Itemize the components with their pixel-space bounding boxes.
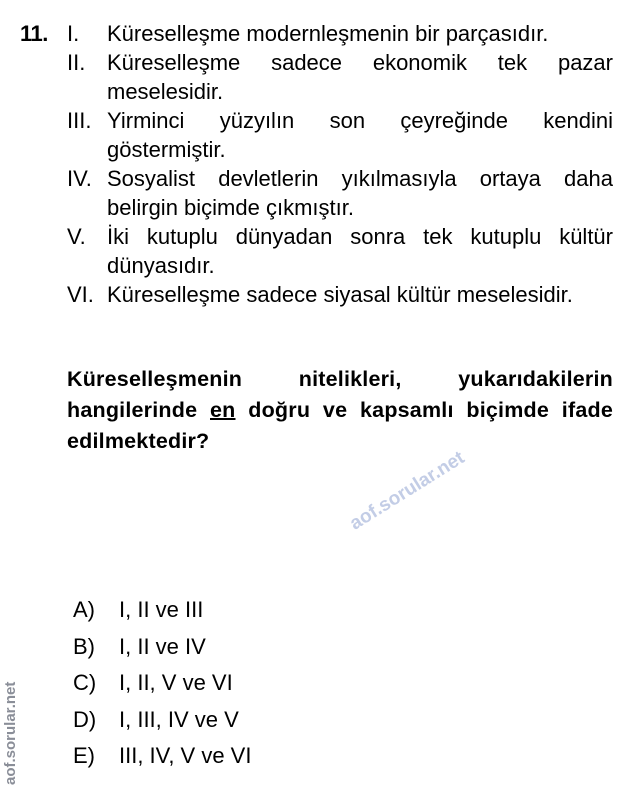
option-letter: E) (73, 743, 95, 768)
statement-text: Küreselleşme sadece siyasal kültür meselesidir. (107, 282, 573, 307)
statement-text: Küreselleşme sadece ekonomik tek pazar meselesidir. (107, 50, 613, 104)
stem-text-before: Küreselleşmenin nitelikleri, yukarıdakilerin hangilerinde (67, 367, 613, 422)
watermark-side: aof.sorular.net (2, 681, 19, 785)
stem-emphasis: en (210, 398, 236, 422)
statement-numeral: III. (67, 108, 92, 133)
statement-item (67, 48, 613, 106)
statement-item (67, 222, 613, 280)
option-letter: C) (73, 670, 97, 695)
option-text: I, III, IV ve V (119, 706, 239, 732)
statement-item (67, 164, 613, 222)
option-text: I, II ve III (119, 597, 204, 622)
option-text: III, IV, V ve VI (119, 743, 252, 768)
option-text: I, II, V ve VI (119, 670, 233, 695)
option-a[interactable] (73, 592, 251, 629)
statement-list (67, 19, 613, 309)
statement-numeral: V. (67, 224, 86, 249)
answer-options (73, 592, 251, 775)
option-letter: B) (73, 633, 95, 659)
statement-item (67, 106, 613, 164)
question-stem (67, 364, 613, 457)
option-e[interactable] (73, 738, 251, 775)
option-letter: A) (73, 597, 95, 622)
statement-text: Yirminci yüzyılın son çeyreğinde kendini göstermiştir. (107, 108, 613, 162)
watermark-center: aof.sorular.net (346, 447, 469, 535)
option-letter: D) (73, 706, 97, 732)
statement-numeral: IV. (67, 166, 92, 191)
question-number: 11. (20, 21, 48, 46)
statement-numeral: II. (67, 50, 86, 75)
option-text: I, II ve IV (119, 633, 206, 659)
statement-numeral: VI. (67, 282, 94, 307)
statement-numeral: I. (67, 21, 80, 46)
statement-text: Küreselleşme modernleşmenin bir parçasıdır. (107, 21, 549, 46)
option-c[interactable] (73, 665, 251, 702)
option-d[interactable] (73, 702, 251, 739)
statement-item (67, 19, 613, 48)
statement-text: Sosyalist devletlerin yıkılmasıyla ortaya daha belirgin biçimde çıkmıştır. (107, 166, 613, 220)
statement-item (67, 280, 613, 309)
statement-text: İki kutuplu dünyadan sonra tek kutuplu kültür dünyasıdır. (107, 224, 613, 278)
stem-text-after: doğru ve kapsamlı biçimde ifade edilmektedir? (67, 398, 613, 453)
option-b[interactable] (73, 629, 251, 666)
